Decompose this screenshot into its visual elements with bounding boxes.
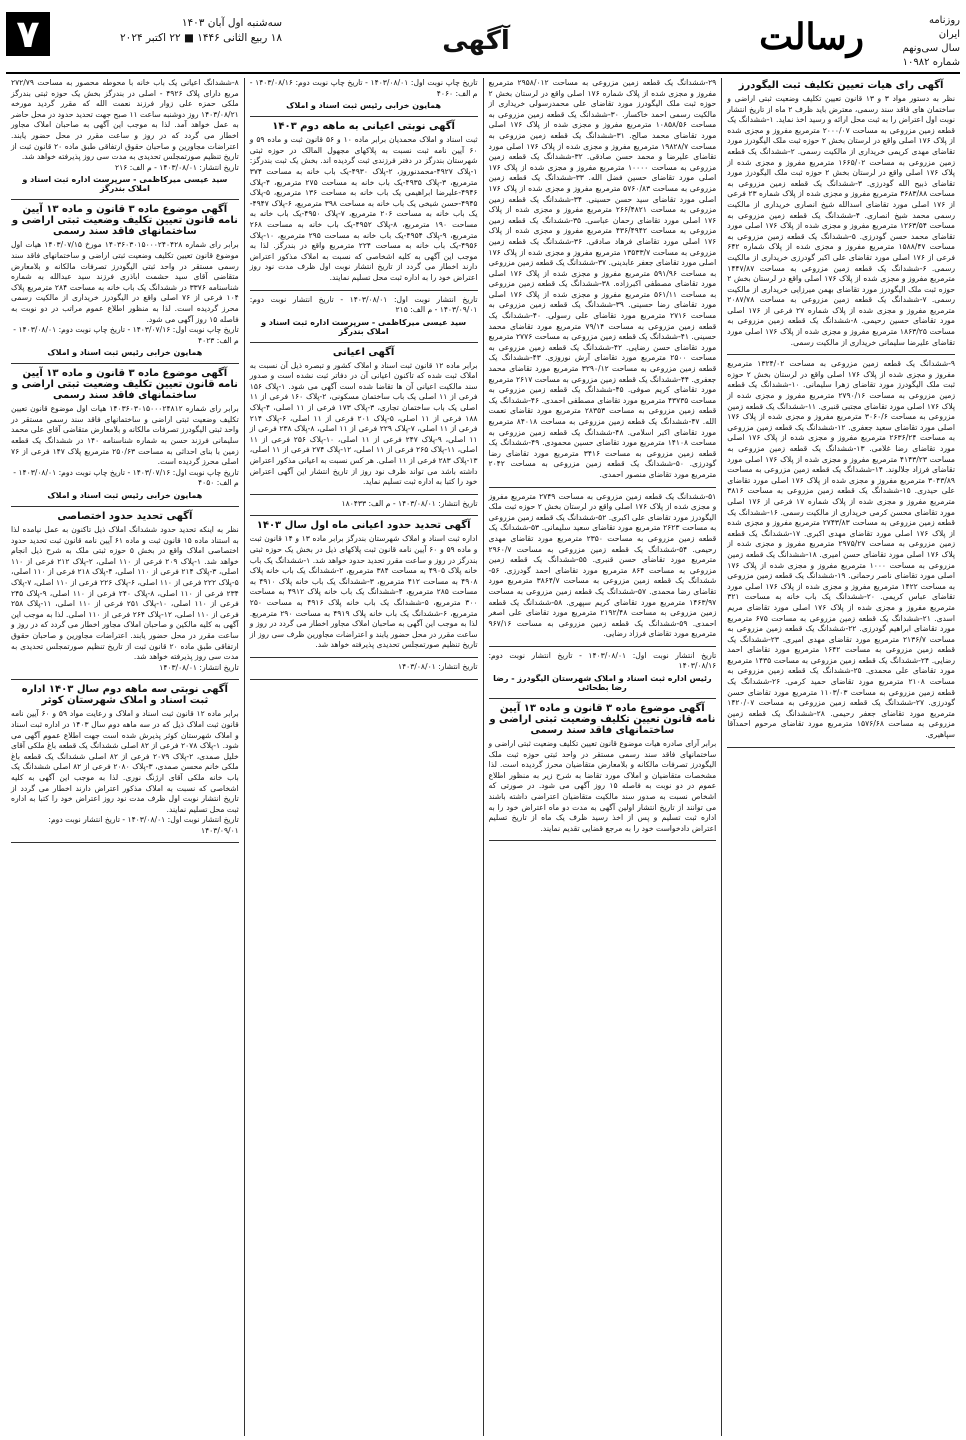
notice-separator [250, 116, 478, 117]
columns [6, 78, 960, 1436]
notice-separator [250, 679, 478, 680]
notice [250, 295, 478, 336]
notice-body: برابر رای شماره ۱۴۰۳۶۰۳۰۱۵۰۰۰۲۴۸۱۲ هیات اول موضوع قانون تعیین تکلیف وضعیت ثبتی اراضی و ساختمانهای فاقد سند رسمی مستقر در واحد ثبتی الیگودرز تصرفات مالکانه و بلامعارض متقاضی آقای علی محمد سلیمانی فرزند حسن به شماره شناسنامه ۱۴۰ در ششدانگ یک قطعه زمین با بنای احداثی به مساحت ۲۵۰/۶۳ مترمربع پلاک ۱۴۷ فرعی از ۷۶ اصلی محرز گردیده است. [11, 404, 239, 467]
notice [250, 520, 478, 651]
notice-meta: تاریخ چاپ نوبت اول: ۱۴۰۳/۰۷/۱۶ - تاریخ چاپ نوبت دوم: ۱۴۰۳/۰۸/۰۱ - م الف: ۴۰۵۰ [13, 467, 239, 488]
notice-separator [489, 646, 717, 647]
year-line: سال سی‌ونهم [902, 43, 960, 54]
notice-title: آگهی نوبتی اعیانی به ماهه دوم ۱۴۰۳ [272, 121, 455, 133]
header-rule [6, 72, 960, 74]
notice-body: تاریخ چاپ نوبت اول: ۱۴۰۳/۰۸/۰۱ - تاریخ چاپ نوبت دوم: ۱۴۰۳/۰۸/۱۶ - م الف: ۴۰۶۰ [249, 78, 478, 98]
notice-separator [11, 842, 239, 843]
notice-title: آگهی رای هیات تعیین تکلیف ثبت الیگودرز [738, 80, 944, 91]
notice [727, 80, 955, 348]
column-1 [721, 78, 960, 1436]
notice-title: آگهی تحدید حدود اعیانی ماه اول سال ۱۴۰۳ [256, 520, 471, 532]
notice [11, 204, 239, 357]
notice-body: نظر به اینکه تحدید حدود ششدانگ املاک ذیل تاکنون به عمل نیامده لذا به استناد ماده ۱۵ قانون ثبت و ماده ۶۱ آیین نامه قانون ثبت تحدید حدود اختصاصی املاک واقع در بخش ۵ حوزه ثبتی ملک به شرح ذیل انجام خواهد شد. ۱-پلاک ۲۰۹ فرعی از ۱۱۰ اصلی، ۲-پلاک ۲۱۲ فرعی از ۱۱۰ اصلی، ۳-پلاک ۲۱۴ فرعی از ۱۱۰ اصلی، ۴-پلاک ۲۱۸ فرعی از ۱۱۰ اصلی، ۵-پلاک ۲۲۲ فرعی از ۱۱۰ اصلی، ۶-پلاک ۲۲۶ فرعی از ۱۱۰ اصلی، ۷-پلاک ۲۳۴ فرعی از ۱۱۰ اصلی، ۸-پلاک ۲۴۰ فرعی از ۱۱۰ اصلی، ۹-پلاک ۲۴۵ فرعی از ۱۱۰ اصلی، ۱۰-پلاک ۲۵۱ فرعی از ۱۱۰ اصلی، ۱۱-پلاک ۲۵۸ فرعی از ۱۱۰ اصلی، ۱۲-پلاک ۲۶۴ فرعی از ۱۱۰ اصلی. لذا به موجب این آگهی به کلیه مالکین و صاحبان املاک مجاور اخطار می گردد که در روز و ساعت مقرر در محل حضور یابند. اعتراضات مجاورین و صاحبان حقوق ارتفاقی طبق ماده ۲۰ قانون ثبت از تاریخ تنظیم صورتمجلس تحدیدی به مدت سی روز پذیرفته خواهد شد. [11, 525, 239, 662]
notice-separator [727, 354, 955, 355]
notice [250, 121, 478, 283]
notice-body: ۲۹-ششدانگ یک قطعه زمین مزروعی به مساحت ۲۹۵۸/۰۱۲ مترمربع مفروز و مجزی شده از پلاک شماره ۱۷۶ اصلی واقع در لرستان بخش ۲ حوزه ثبت ملک الیگودرز مورد تقاضای علی محمدرسولی خریداری از مالکیت رسمی احمد خاکسار. ۳۰-ششدانگ یک قطعه زمین مزروعی به مساحت ۱۰۸۵۸/۵۶ مترمربع مفروز و مجزی شده از پلاک ۱۷۶ اصلی مورد تقاضای محمد صالح. ۳۱-ششدانگ یک قطعه زمین مزروعی به مساحت ۱۹۸۲۸/۷ مترمربع مفروز و مجزی شده از پلاک ۱۷۶ اصلی مورد تقاضای علیرضا و محمد حسن صادقی. ۳۲-ششدانگ یک قطعه زمین مزروعی به مساحت ۱۰۰۰۰ مترمربع مفروز و مجزی شده از پلاک ۱۷۶ اصلی مورد تقاضای حسین فضل الله. ۳۳-ششدانگ یک قطعه زمین مزروعی به مساحت ۵۷۶۰/۸۳ مترمربع مفروز و مجزی شده از پلاک ۱۷۶ اصلی مورد تقاضای سید حسن حسینی. ۳۴-ششدانگ یک قطعه زمین مزروعی به مساحت ۲۶۶/۴۸۲۱ مترمربع مفروز و مجزی شده از پلاک ۱۷۶ اصلی مورد تقاضای رحمان عباسی. ۳۵-ششدانگ یک قطعه زمین مزروعی به مساحت ۴۳۶/۴۹۴۲ مترمربع مفروز و مجزی شده از پلاک ۱۷۶ اصلی مورد تقاضای فرهاد صادقی. ۳۶-ششدانگ یک قطعه زمین مزروعی به مساحت ۱۳۵۳۳/۷ مترمربع مفروز و مجزی شده از پلاک ۱۷۶ اصلی مورد تقاضای جعفر عابدینی. ۳۷-ششدانگ یک قطعه زمین مزروعی به مساحت ۵۹۱/۹۶ مترمربع مفروز و مجزی شده از پلاک ۱۷۶ اصلی مورد تقاضای مصطفی اکبرزاده. ۳۸-ششدانگ یک قطعه زمین مزروعی به مساحت ۵۶۱/۱۱ مترمربع مفروز و مجزی شده از پلاک ۱۷۶ اصلی مورد تقاضای رضا حسینی. ۳۹-ششدانگ یک قطعه زمین مزروعی به مساحت ۲۷۱۶ مترمربع مورد تقاضای علی رسولی. ۴۰-ششدانگ یک قطعه زمین مزروعی به مساحت ۷۹/۱۴ مترمربع مورد تقاضای محمد حسینی. ۴۱-ششدانگ یک قطعه زمین مزروعی به مساحت ۲۷۷۶ مترمربع مورد تقاضای حسن رضایی. ۴۲-ششدانگ یک قطعه زمین مزروعی به مساحت ۲۵۰۰ مترمربع مورد تقاضای آرش نوروزی. ۴۳-ششدانگ یک قطعه زمین مزروعی به مساحت ۳۲۹۰/۱۲ مترمربع مورد تقاضای محمد جعفری. ۴۴-ششدانگ یک قطعه زمین مزروعی به مساحت ۲۶۱۷ مترمربع مورد تقاضای کریم صوفی. ۴۵-ششدانگ یک قطعه زمین مزروعی به مساحت ۴۳۷۳۵ مترمربع مورد تقاضای مصطفی احمدی. ۴۶-ششدانگ یک قطعه زمین مزروعی به مساحت ۲۸۳۵۳ مترمربع مورد تقاضای نعمت الله. ۴۷-ششدانگ یک قطعه زمین مزروعی به مساحت ۸۴۰۱۸ مترمربع مورد تقاضای اکبر اسلامی. ۴۸-ششدانگ یک قطعه زمین مزروعی به مساحت ۱۴۱۰۸ مترمربع مورد تقاضای حسین محمودی. ۴۹-ششدانگ یک قطعه زمین مزروعی به مساحت ۳۴۱۶ مترمربع مورد تقاضای رضا گودرزی. ۵۰-ششدانگ یک قطعه زمین مزروعی به مساحت ۲۰۴۲ مترمربع مورد تقاضای منصور احمدی. [488, 78, 717, 479]
notice-separator [250, 494, 478, 495]
notice-body: تاریخ انتشار نوبت اول: ۱۴۰۳/۰۸/۰۱ - تاریخ انتشار نوبت دوم: ۱۴۰۳/۰۹/۰۱ - م الف: ۲۱۵ [249, 294, 478, 315]
notice-meta: تاریخ انتشار: ۱۴۰۳/۰۸/۰۱ [159, 662, 239, 672]
notice-signature: همایون خرابی رئیس ثبت اسناد و املاک [47, 348, 203, 358]
notice-separator [11, 199, 239, 200]
notice [489, 703, 717, 834]
brand-label: روزنامه [928, 15, 960, 26]
column-3 [244, 78, 483, 1436]
notice-body: ۸-ششدانگ اعیانی یک باب خانه با محوطه محصور به مساحت ۲۷۲/۷۹ مربع دارای پلاک ۴۹۲۶ - اصلی در بندرگز بخش یک حوزه ثبتی بندرگز ملکی حمزه علی زوار فرزند نعمت الله که مقرر گردید مورخه ۱۴۰۳/۰۸/۲۱ روز دوشنبه ساعت ۱۱ صبح جهت تحدید حدود در محل حاضر به عمل خواهد آمد. لذا به موجب این آگهی به صاحبان املاک مجاور اخطار می گردد که در روز و ساعت مقرر در محل حضور یابند. اعتراضات مجاورین و صاحبان حقوق ارتفاقی طبق ماده ۲۰ قانون ثبت از تاریخ تنظیم صورتمجلس تحدیدی به مدت سی روز پذیرفته خواهد شد. [11, 78, 239, 162]
notice-body: برابر آرای صادره هیات موضوع قانون تعیین تکلیف وضعیت ثبتی اراضی و ساختمانهای فاقد سند رسمی مستقر در واحد ثبتی حوزه ثبت ملک الیگودرز تصرفات مالکانه و بلامعارض متقاضیان محرز گردیده است. لذا مشخصات متقاضیان و املاک مورد تقاضا به شرح زیر به منظور اطلاع عموم در دو نوبت به فاصله ۱۵ روز آگهی می شود. در صورتی که اشخاص نسبت به صدور سند مالکیت متقاضیان اعتراضی داشته باشند می توانند از تاریخ انتشار اولین آگهی به مدت دو ماه اعتراض خود را به اداره ثبت تسلیم و پس از اخذ رسید ظرف یک ماه از تاریخ تسلیم اعتراض دادخواست خود را به مرجع قضایی تقدیم نمایند. [488, 739, 717, 833]
notice-title: آگهی نوبتی سه ماهه دوم سال ۱۴۰۳ اداره ثبت اسناد و املاک شهرستان کوثر [21, 684, 228, 707]
notice-body: ۹-ششدانگ یک قطعه زمین مزروعی به مساحت ۱۳۲۴/۰۲ مترمربع مفروز و مجزی شده از پلاک ۱۷۶ اصلی واقع در لرستان بخش ۲ حوزه ثبت ملک الیگودرز مورد تقاضای زهرا سلیمانی. ۱۰-ششدانگ یک قطعه زمین مزروعی به مساحت ۲۷۹۰/۱۶ مترمربع مفروز و مجزی شده از پلاک ۱۷۶ اصلی مورد تقاضای مجتبی قنبری. ۱۱-ششدانگ یک قطعه زمین مزروعی به مساحت ۳۰۶۰/۶ مترمربع مفروز و مجزی شده از پلاک ۱۷۶ اصلی مورد تقاضای سعید جعفری. ۱۲-ششدانگ یک قطعه زمین مزروعی به مساحت ۲۶۳۶/۲۴ مترمربع مفروز و مجزی شده از پلاک ۱۷۶ اصلی مورد تقاضای رضا غلامی. ۱۳-ششدانگ یک قطعه زمین مزروعی به مساحت ۴۱۴۳/۲۳ مترمربع مفروز و مجزی شده از پلاک ۱۷۶ اصلی مورد تقاضای فرزاد جلالوند. ۱۴-ششدانگ یک قطعه زمین مزروعی به مساحت ۳۰۴۳/۸۹ مترمربع مفروز و مجزی شده از پلاک ۱۷۶ اصلی مورد تقاضای علی حیدری. ۱۵-ششدانگ یک قطعه زمین مزروعی به مساحت ۳۸۱۶ مترمربع مفروز و مجزی شده از پلاک شماره ۱۷ فرعی از ۱۷۶ اصلی مورد تقاضای محسن کرمی خریداری از مالکیت رسمی. ۱۶-ششدانگ یک قطعه زمین مزروعی به مساحت ۲۷۴۳/۸۳ مترمربع مفروز و مجزی شده از پلاک ۱۷۶ اصلی مورد تقاضای مهدی اکبری. ۱۷-ششدانگ یک قطعه زمین مزروعی به مساحت ۲۹۷۵/۲۷ مترمربع مفروز و مجزی شده از پلاک ۱۷۶ اصلی مورد تقاضای حسن امیری. ۱۸-ششدانگ یک قطعه زمین مزروعی به مساحت ۱۰۰۰ مترمربع مفروز و مجزی شده از پلاک ۱۷۶ اصلی مورد تقاضای ناصر رحمانی. ۱۹-ششدانگ یک قطعه زمین مزروعی به مساحت ۱۴۲۲ مترمربع مفروز و مجزی شده از پلاک ۱۷۶ اصلی مورد تقاضای عباس کریمی. ۲۰-ششدانگ یک باب خانه به مساحت ۳۲۱ مترمربع مفروز و مجزی شده از پلاک ۱۷۶ اصلی مورد تقاضای مریم اسدی. ۲۱-ششدانگ یک قطعه زمین مزروعی به مساحت ۶۷۵ مترمربع مورد تقاضای ابراهیم گودرزی. ۲۲-ششدانگ یک قطعه زمین مزروعی به مساحت ۲۱۳۶/۷ مترمربع مورد تقاضای مهدی امیری. ۲۳-ششدانگ یک قطعه زمین مزروعی به مساحت ۱۶۴۲ مترمربع مورد تقاضای احمد رضایی. ۲۴-ششدانگ یک قطعه زمین مزروعی به مساحت ۱۴۳۵ مترمربع مورد تقاضای علی محمدی. ۲۵-ششدانگ یک قطعه زمین مزروعی به مساحت ۲۱۰۸ مترمربع مورد تقاضای حمید کرمی. ۲۶-ششدانگ یک قطعه زمین مزروعی به مساحت ۱۱۰۳/۰۳ مترمربع مورد تقاضای حسن گودرزی. ۲۷-ششدانگ یک قطعه زمین مزروعی به مساحت ۱۴۲۰/۰۷ مترمربع مورد تقاضای جعفر رحیمی. ۲۸-ششدانگ یک قطعه زمین مزروعی به مساحت ۱۵۷۶/۶۸ مترمربع مورد تقاضای مرحوم احمدآقا سپاهیری. [727, 359, 956, 740]
notice-separator [489, 487, 717, 488]
section-title: آگهی [442, 26, 510, 56]
notice [489, 492, 717, 640]
notice-separator [11, 363, 239, 364]
notice [11, 78, 239, 193]
notice [727, 359, 955, 740]
notice-body: برابر ماده ۱۲ قانون ثبت اسناد و املاک کشور و تبصره ذیل آن نسبت به املاک ثبت شده که تاکنون اعیانی آن در دفاتر ثبت نشده است و صدور سند مالکیت اعیانی آن ها تقاضا شده است آگهی می شود. ۱-پلاک ۱۵۶ فرعی از ۱۱ اصلی یک باب ساختمان مسکونی، ۲-پلاک ۱۶۰ فرعی از ۱۱ اصلی یک باب ساختمان تجاری، ۳-پلاک ۱۷۳ فرعی از ۱۱ اصلی، ۴-پلاک ۱۸۸ فرعی از ۱۱ اصلی، ۵-پلاک ۲۰۱ فرعی از ۱۱ اصلی، ۶-پلاک ۲۱۴ فرعی از ۱۱ اصلی، ۷-پلاک ۲۲۹ فرعی از ۱۱ اصلی، ۸-پلاک ۲۳۸ فرعی از ۱۱ اصلی، ۹-پلاک ۲۴۷ فرعی از ۱۱ اصلی، ۱۰-پلاک ۲۵۶ فرعی از ۱۱ اصلی، ۱۱-پلاک ۲۶۵ فرعی از ۱۱ اصلی، ۱۲-پلاک ۲۷۴ فرعی از ۱۱ اصلی، ۱۳-پلاک ۲۸۳ فرعی از ۱۱ اصلی. هر کس نسبت به اعیانی مذکور اعتراض داشته باشد می تواند ظرف نود روز از تاریخ انتشار این آگهی اعتراض خود را کتبا به اداره ثبت تسلیم نماید. [249, 360, 478, 487]
notice-title: آگهی تحدید حدود اختصاصی [57, 511, 193, 523]
notice-separator [727, 747, 955, 748]
notice-separator [250, 657, 478, 658]
notice-separator [11, 679, 239, 680]
notice [11, 511, 239, 673]
notice-meta: تاریخ انتشار: ۱۴۰۳/۰۸/۰۱ - م الف: ۲۱۶ [115, 162, 239, 172]
notice [250, 499, 478, 510]
notice-body: اداره ثبت اسناد و املاک شهرستان بندرگز برابر ماده ۱۳ و ۱۴ قانون ثبت و ماده ۵۹ و ۶۰ آیین نامه قانون ثبت پلاکهای ذیل در بخش یک حوزه ثبتی بندرگز در روز و ساعت مقرر تحدید حدود خواهد شد. ۱-ششدانگ یک باب خانه پلاک ۴۹۰۵ به مساحت ۳۸۴ مترمربع، ۲-ششدانگ یک باب خانه پلاک ۴۹۰۸ به مساحت ۴۱۲ مترمربع، ۳-ششدانگ یک باب خانه پلاک ۴۹۱۰ به مساحت ۲۸۵ مترمربع، ۴-ششدانگ یک باب خانه پلاک ۴۹۱۲ به مساحت ۳۰۰ مترمربع، ۵-ششدانگ یک باب خانه پلاک ۴۹۱۶ به مساحت ۲۵۰ مترمربع، ۶-ششدانگ یک باب خانه پلاک ۴۹۱۹ به مساحت ۲۹۰ مترمربع. لذا به موجب این آگهی به صاحبان املاک مجاور اخطار می گردد در روز و ساعت مقرر در محل حضور یابند و اعتراضات مجاورین ظرف سی روز از تاریخ تنظیم صورتمجلس تحدیدی پذیرفته خواهد شد. [249, 534, 478, 650]
date-hijri-gregorian: ۱۸ ربیع الثانی ۱۴۴۶ ■ ۲۲ اکتبر ۲۰۲۴ [120, 32, 282, 44]
column-4 [6, 78, 244, 1436]
date-persian: سه‌شنبه اول آبان ۱۴۰۳ [181, 17, 282, 29]
notice-signature: همایون خرابی رئیس ثبت اسناد و املاک [47, 491, 203, 501]
notice-body: ۵۱-ششدانگ یک قطعه زمین مزروعی به مساحت ۲۷۴۹ مترمربع مفروز و مجزی شده از پلاک ۱۷۶ اصلی واقع در لرستان بخش ۲ حوزه ثبت ملک الیگودرز مورد تقاضای علی اکبری. ۵۲-ششدانگ یک قطعه زمین مزروعی به مساحت ۲۶۲۳ مترمربع مورد تقاضای سعید سلیمانی. ۵۳-ششدانگ یک قطعه زمین مزروعی به مساحت ۲۳۵۰ مترمربع مورد تقاضای مهدی رحیمی. ۵۴-ششدانگ یک قطعه زمین مزروعی به مساحت ۲۹۶۰/۷ مترمربع مورد تقاضای حسن قنبری. ۵۵-ششدانگ یک قطعه زمین مزروعی به مساحت ۸۶۴ مترمربع مورد تقاضای احمد گودرزی. ۵۶-ششدانگ یک قطعه زمین مزروعی به مساحت ۳۸۶۴/۷ مترمربع مورد تقاضای رضا محمدی. ۵۷-ششدانگ یک قطعه زمین مزروعی به مساحت ۱۴۶۳/۹۷ مترمربع مورد تقاضای کریم سپهری. ۵۸-ششدانگ یک قطعه زمین مزروعی به مساحت ۲۱۹۲/۴۸ مترمربع مورد تقاضای علی اصغر احمدی. ۵۹-ششدانگ یک قطعه زمین مزروعی به مساحت ۹۶۷/۱۶ مترمربع مورد تقاضای فرزاد رضایی. [488, 491, 717, 639]
notice [11, 684, 239, 836]
notice-separator [250, 515, 478, 516]
notice-title: آگهی موضوع ماده ۳ قانون و ماده ۱۳ آیین نامه قانون تعیین تکلیف وضعیت ثبتی اراضی و ساختمانهای فاقد سند رسمی [11, 368, 238, 402]
notice [489, 651, 717, 692]
notice [250, 662, 478, 673]
notice-signature: سید عیسی میرکاظمی - سرپرست اداره ثبت اسناد و املاک بندرگز [22, 175, 228, 194]
notice-body: نظر به دستور مواد ۳ و ۱۳ قانون تعیین تکلیف وضعیت ثبتی اراضی و ساختمان های فاقد سند رسمی، معترض باید ظرف ۲ ماه از تاریخ انتشار نوبت اول اعتراض را به ثبت محل ارائه و رسید اخذ نماید. ۱-ششدانگ یک قطعه زمین مزروعی به مساحت ۲۰۰۰/۰۷ مترمربع مفروز و مجزی شده از پلاک ۱۷۶ اصلی واقع در لرستان بخش ۲ حوزه ثبت ملک الیگودرز مورد تقاضای مهدی کریمی خریداری از مالکیت رسمی. ۲-ششدانگ یک قطعه زمین مزروعی به مساحت ۱۶۶۵/۰۲ مترمربع مفروز و مجزی شده از پلاک ۱۷۶ اصلی واقع در لرستان بخش ۲ حوزه ثبت ملک الیگودرز مورد تقاضای ذبیح الله گودرزی. ۳-ششدانگ یک قطعه زمین مزروعی به مساحت ۳۶۸۳/۸۸ مترمربع مفروز و مجزی شده از پلاک شماره ۲۳ فرعی از ۱۷۶ اصلی مورد تقاضای اسدالله شیخ انصاری خریداری از مالکیت رسمی محمد شیخ انصاری. ۴-ششدانگ یک قطعه زمین مزروعی به مساحت ۱۲۶۳/۵۴ مترمربع مفروز و مجزی شده از پلاک ۱۷۶ اصلی مورد تقاضای محمد حسن گودرزی. ۵-ششدانگ یک قطعه زمین مزروعی به مساحت ۱۵۸۸/۴۷ مترمربع مفروز و مجزی شده از پلاک شماره ۶۴۲ فرعی از ۱۷۶ اصلی مورد تقاضای علی اکبر گودرزی خریداری از مالکیت رسمی. ۶-ششدانگ یک قطعه زمین مزروعی به مساحت ۱۴۴۷/۸۷ مترمربع مفروز و مجزی شده از پلاک ۱۷۶ اصلی واقع در لرستان بخش ۲ حوزه ثبت ملک الیگودرز مورد تقاضای بهمن میرزایی خریداری از مالکیت رسمی. ۷-ششدانگ یک قطعه زمین مزروعی به مساحت ۲۰۸۷/۷۸ مترمربع مفروز و مجزی شده از پلاک شماره ۲۷ فرعی از ۱۷۶ اصلی مورد تقاضای حسین رحیمی. ۸-ششدانگ یک قطعه زمین مزروعی به مساحت ۱۸۶۳/۲۵ مترمربع مفروز و مجزی شده از پلاک ۱۷۶ اصلی مورد تقاضای علیرضا سلیمانی خریداری از مالکیت رسمی. [727, 94, 956, 347]
notice [250, 78, 478, 110]
brand-logo: رسالت [759, 16, 864, 58]
notice-signature: رئیس اداره ثبت اسناد و املاک شهرستان الیگودرز - رضا رضا بطحائی [493, 674, 712, 693]
notice-separator [250, 342, 478, 343]
notice-title: آگهی اعیانی [332, 346, 395, 358]
notice-body: تاریخ انتشار نوبت اول: ۱۴۰۳/۰۸/۰۱ - تاریخ انتشار نوبت دوم: ۱۴۰۳/۰۸/۱۶ [488, 650, 717, 671]
notice-body: تاریخ انتشار: ۱۴۰۳/۰۸/۰۱ [397, 661, 478, 671]
notice-signature: همایون خرابی رئیس ثبت اسناد و املاک [286, 101, 442, 111]
notice-body: برابر ماده ۱۲ قانون ثبت اسناد و املاک و رعایت مواد ۵۹ و ۶۰ آیین نامه قانون ثبت املاک ذیل که در سه ماهه دوم سال ۱۴۰۳ در اداره ثبت اسناد و املاک شهرستان کوثر پذیرش شده است جهت اطلاع عموم آگهی می شود. ۱-پلاک ۲۰۷۸ فرعی از ۸۲ اصلی ششدانگ یک قطعه باغ ملکی آقای خلیل صمدی، ۲-پلاک ۲۰۷۹ فرعی از ۸۲ اصلی ششدانگ یک قطعه باغ ملکی خانم محسن صمدی، ۳-پلاک ۲۰۸۰ فرعی از ۸۲ اصلی ششدانگ یک باب خانه ملکی آقای ارژنگ نوری. لذا به موجب این آگهی به کلیه اشخاصی که نسبت به املاک مذکور اعتراض دارند اخطار می گردد از تاریخ انتشار نوبت اول ظرف مدت نود روز اعتراض خود را کتبا به اداره ثبت محل تسلیم نمایند. [11, 709, 239, 814]
notice-signature: سید عیسی میرکاظمی - سرپرست اداره ثبت اسناد و املاک بندرگز [261, 317, 467, 336]
notice-body: برابر رای شماره ۱۴۰۳۶۰۳۰۱۵۰۰۰۲۴۰۴۲۸ مورخ ۱۴۰۳/۰۷/۱۵ هیات اول موضوع قانون تعیین تکلیف وضعیت ثبتی اراضی و ساختمانهای فاقد سند رسمی مستقر در واحد ثبتی الیگودرز تصرفات مالکانه و بلامعارض متقاضی آقای سید حشمت اباذری فرزند سید عبدالله به شماره شناسنامه ۳۳۷۶ در ششدانگ یک باب خانه به مساحت ۲۸۴ مترمربع پلاک ۱۰۴ فرعی از ۷۶ اصلی واقع در الیگودرز خریداری از مالکیت رسمی محرز گردیده است. لذا به منظور اطلاع عموم مراتب در دو نوبت به فاصله ۱۵ روز آگهی می شود. [11, 240, 239, 324]
notice [11, 368, 239, 500]
notice [489, 78, 717, 481]
notice-meta: تاریخ انتشار نوبت اول: ۱۴۰۳/۰۸/۰۱ - تاریخ انتشار نوبت دوم: ۱۴۰۳/۰۹/۰۱ [48, 815, 239, 835]
brand-country: ایران [938, 29, 960, 40]
notice [250, 347, 478, 488]
brand-meta [868, 14, 960, 70]
notice-separator [489, 698, 717, 699]
notice-separator [250, 290, 478, 291]
issue-line: شماره ۱۰۹۸۲ [902, 57, 960, 68]
notice-separator [11, 506, 239, 507]
page-number: ۷ [6, 12, 50, 56]
notice-title: آگهی موضوع ماده ۳ قانون و ماده ۱۳ آیین نامه قانون تعیین تکلیف وضعیت ثبتی اراضی و ساختمانهای فاقد سند رسمی [489, 703, 716, 737]
column-2 [483, 78, 722, 1436]
notice-body: تاریخ انتشار: ۱۴۰۳/۰۸/۰۱ - م الف: ۱۸۰۴۳۳ [341, 498, 478, 508]
brand-block [735, 10, 960, 70]
notice-separator [489, 840, 717, 841]
notice-body: ثبت اسناد و املاک محمدیان برابر ماده ۱۰ و ۵۶ قانون ثبت و ماده ۵۹ و ۶۰ آیین نامه ثبت نسبت به پلاکهای مجهول المالک در حوزه ثبتی شهرستان بندرگز در دفتر فرزندی ثبت گردیده اند. بخش یک ثبت بندرگز: ۱-پلاک ۴۹۲۷-محمدنوروز، ۲-پلاک ۴۹۳۰-یک باب خانه به مساحت ۳۷۴ مترمربع، ۳-پلاک ۴۹۳۵-یک باب خانه به مساحت ۲۷۵ مترمربع، ۴-پلاک ۴۹۴۶-علیرضا ابراهیمی یک باب خانه به مساحت ۱۳۶ مترمربع، ۵-پلاک ۴۹۴۵-حسن شیخی یک باب خانه به مساحت ۳۹۸ مترمربع، ۶-پلاک ۴۹۴۷-یک باب خانه به مساحت ۲۰۶ مترمربع، ۷-پلاک ۴۹۵۰-یک باب خانه به مساحت ۱۹۰ مترمربع، ۸-پلاک ۴۹۵۲-یک باب خانه به مساحت ۲۶۸ مترمربع، ۹-پلاک ۴۹۵۴-یک باب خانه به مساحت ۲۹۵ مترمربع، ۱۰-پلاک ۴۹۵۶-یک باب خانه به مساحت ۲۲۴ مترمربع واقع در بندرگز. لذا به موجب این آگهی به کلیه اشخاصی که نسبت به املاک مذکور اعتراض دارند اخطار می گردد از تاریخ انتشار نوبت اول ظرف مدت نود روز اعتراض خود را به اداره ثبت محل تسلیم نمایند. [249, 135, 478, 282]
masthead [6, 10, 960, 72]
notice-title: آگهی موضوع ماده ۳ قانون و ماده ۱۳ آیین نامه قانون تعیین تکلیف وضعیت ثبتی اراضی و ساختمانهای فاقد سند رسمی [11, 204, 238, 238]
notice-meta: تاریخ چاپ نوبت اول: ۱۴۰۳/۰۷/۱۶ - تاریخ چاپ نوبت دوم: ۱۴۰۳/۰۸/۰۱ - م الف: ۴۰۲۳ [13, 325, 239, 345]
date-block [52, 16, 282, 46]
